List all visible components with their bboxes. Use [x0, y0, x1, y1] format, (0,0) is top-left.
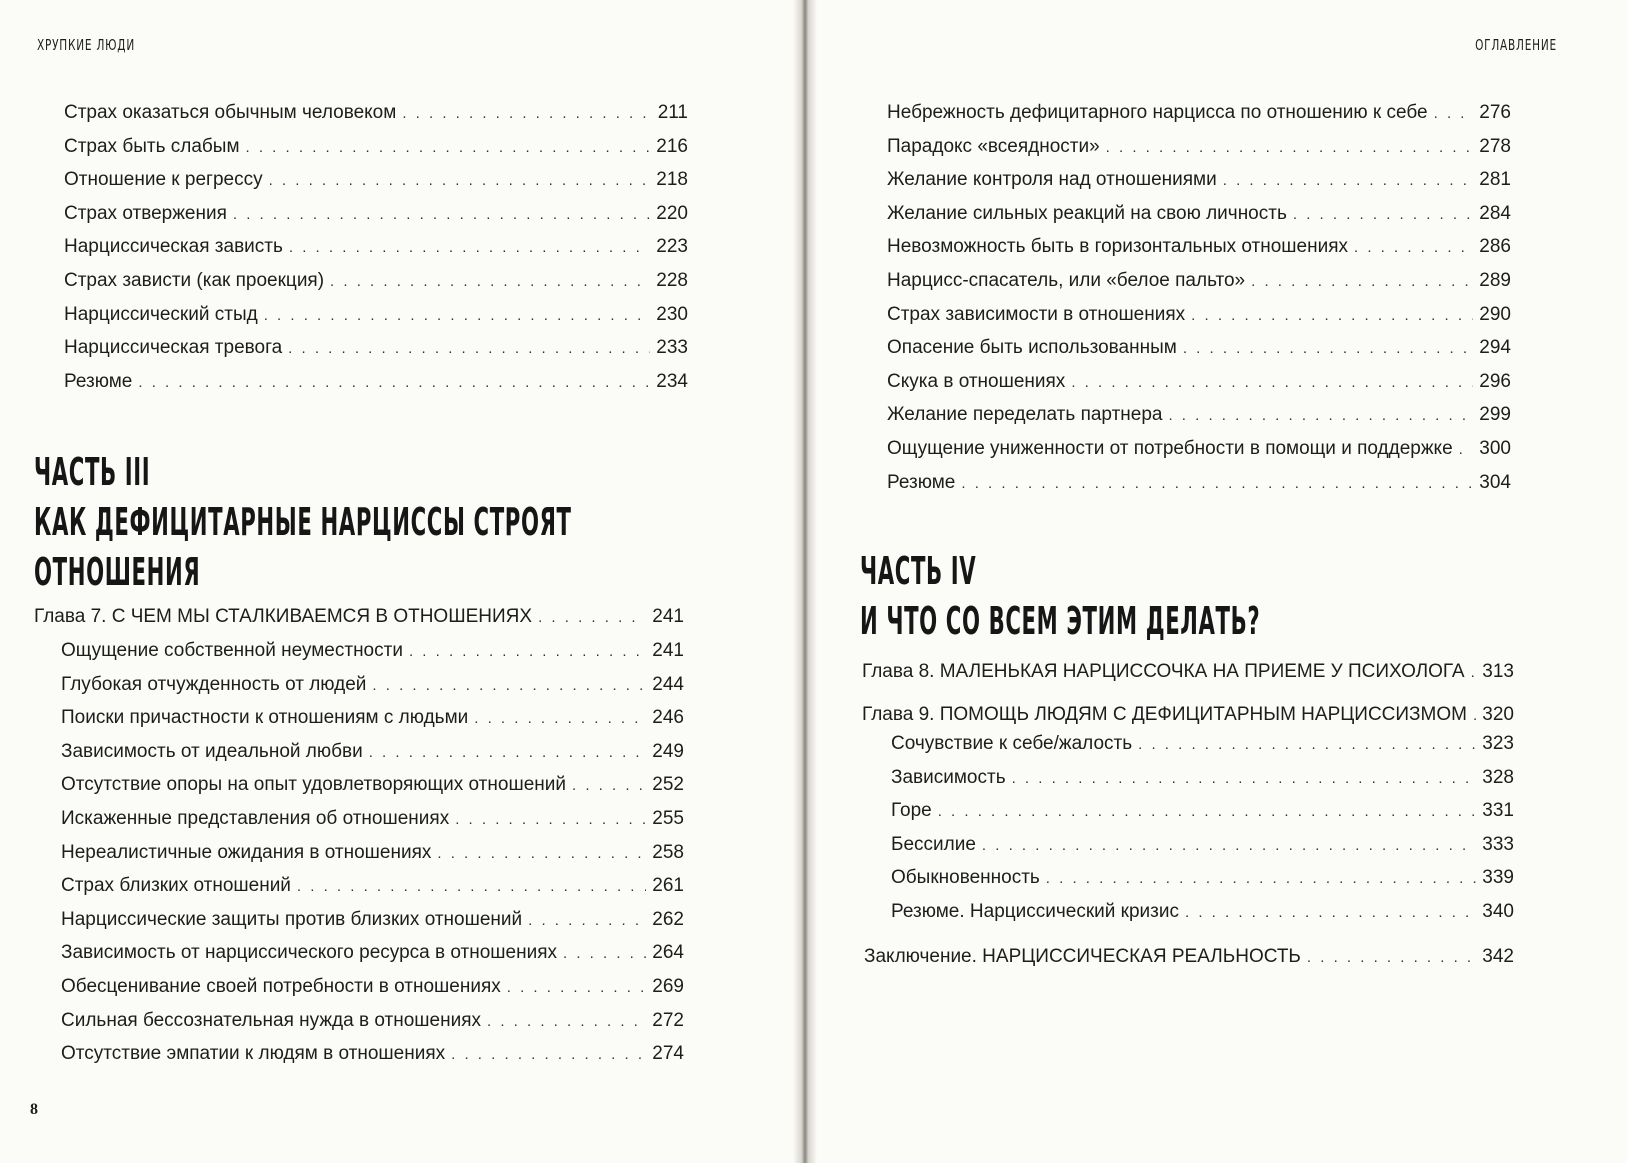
toc-entry-title: Страх зависти (как проекция)	[64, 269, 325, 291]
toc-conclusion[interactable]	[864, 940, 1514, 974]
toc-entry-title: Желание сильных реакций на свою личность	[887, 202, 1287, 224]
toc-entry[interactable]	[61, 869, 684, 903]
dot-leader	[1106, 131, 1474, 165]
toc-entry[interactable]	[61, 970, 684, 1004]
toc-entry[interactable]	[887, 432, 1511, 466]
dot-leader	[409, 635, 646, 669]
toc-entry[interactable]	[891, 828, 1514, 862]
toc-entry[interactable]	[61, 1004, 684, 1038]
toc-page-number: 249	[652, 740, 684, 762]
toc-page-number: 269	[652, 975, 684, 997]
toc-entry-title: Отсутствие эмпатии к людям в отношениях	[61, 1043, 446, 1065]
toc-entry-title: Ощущение униженности от потребности в помощи и поддержке	[887, 437, 1453, 459]
dot-leader	[369, 736, 647, 770]
toc-chapter[interactable]	[862, 650, 1514, 693]
dot-leader	[297, 870, 646, 904]
toc-page-number: 342	[1482, 946, 1514, 967]
toc-entry[interactable]	[891, 861, 1514, 895]
toc-entry[interactable]	[64, 264, 688, 298]
toc-entry[interactable]	[887, 197, 1511, 231]
toc-entry-title: Искаженные представления об отношениях	[61, 807, 450, 829]
dot-leader	[982, 829, 1476, 863]
toc-right-chapters	[862, 650, 1514, 736]
toc-entry-title: Страх зависимости в отношениях	[887, 303, 1186, 325]
toc-entry-title: Небрежность дефицитарного нарцисса по отношению к себе	[887, 102, 1428, 123]
toc-page-number: 289	[1479, 269, 1511, 291]
toc-entry[interactable]	[64, 163, 688, 197]
dot-leader	[538, 601, 646, 635]
running-head-left: ХРУПКИЕ ЛЮДИ	[37, 36, 135, 54]
toc-entry-title: Желание контроля над отношениями	[887, 169, 1217, 191]
dot-leader	[451, 1038, 646, 1072]
dot-leader	[1012, 762, 1477, 796]
dot-leader	[1191, 299, 1473, 333]
dot-leader	[1471, 651, 1477, 694]
dot-leader	[138, 366, 650, 400]
toc-entry[interactable]	[61, 668, 684, 702]
toc-page-number: 223	[656, 236, 688, 258]
toc-page-number: 211	[657, 102, 688, 123]
toc-entry[interactable]	[64, 298, 688, 332]
toc-page-number: 241	[652, 640, 684, 661]
toc-entry-title: Горе	[891, 800, 932, 822]
page-number: 8	[30, 1101, 38, 1118]
toc-entry[interactable]	[64, 230, 688, 264]
dot-leader	[246, 131, 651, 165]
toc-page-number: 272	[652, 1009, 684, 1031]
toc-page-number: 290	[1479, 303, 1511, 325]
toc-page-number: 252	[652, 774, 684, 796]
toc-entry[interactable]	[887, 163, 1511, 197]
toc-entry-title: Поиски причастности к отношениям с людьми	[61, 707, 469, 729]
toc-entry-title: Глубокая отчужденность от людей	[61, 673, 367, 695]
toc-chapter[interactable]	[34, 600, 684, 634]
toc-right-bottom	[891, 727, 1514, 929]
toc-entry-title: Страх быть слабым	[64, 135, 240, 157]
toc-page-number: 313	[1482, 661, 1514, 682]
dot-leader	[1293, 198, 1473, 232]
toc-page-number: 300	[1479, 437, 1511, 459]
toc-left-chapter	[34, 600, 684, 634]
toc-page-number: 230	[656, 303, 688, 325]
toc-page-number: 299	[1479, 404, 1511, 426]
dot-leader	[507, 971, 647, 1005]
toc-left-bottom	[61, 634, 684, 1071]
toc-entry-title: Сочувствие к себе/жалость	[891, 733, 1133, 754]
toc-entry-title: Нарциссические защиты против близких отношений	[61, 908, 523, 930]
part-3-heading-line1: КАК ДЕФИЦИТАРНЫЕ НАРЦИССЫ СТРОЯТ	[34, 500, 572, 544]
book-gutter	[793, 0, 817, 1163]
toc-entry[interactable]	[61, 936, 684, 970]
dot-leader	[1138, 728, 1476, 762]
toc-page-number: 296	[1479, 370, 1511, 392]
toc-page-number: 255	[652, 807, 684, 829]
toc-entry-title: Глава 7. С ЧЕМ МЫ СТАЛКИВАЕМСЯ В ОТНОШЕНИЯХ	[34, 606, 533, 627]
toc-entry-title: Бессилие	[891, 833, 976, 855]
toc-page-number: 286	[1479, 236, 1511, 258]
part-4-heading: И ЧТО СО ВСЕМ ЭТИМ ДЕЛАТЬ?	[860, 599, 1261, 643]
toc-entry-title: Отношение к регрессу	[64, 169, 263, 191]
part-3-heading-line2: ОТНОШЕНИЯ	[34, 550, 201, 594]
toc-entry[interactable]	[64, 130, 688, 164]
dot-leader	[1434, 97, 1474, 131]
toc-page-number: 244	[652, 673, 684, 695]
dot-leader	[330, 265, 650, 299]
dot-leader	[938, 795, 1477, 829]
dot-leader	[961, 467, 1473, 501]
dot-leader	[1168, 399, 1473, 433]
toc-page-number: 278	[1479, 135, 1511, 157]
toc-entry-title: Отсутствие опоры на опыт удовлетворяющих отношений	[61, 774, 566, 796]
toc-entry[interactable]	[64, 331, 688, 365]
toc-entry[interactable]	[887, 365, 1511, 399]
toc-entry-title: Нарциссический стыд	[64, 303, 258, 325]
toc-page-number: 261	[652, 875, 684, 897]
toc-entry-title: Нарцисс-спасатель, или «белое пальто»	[887, 269, 1246, 291]
toc-right-top	[887, 96, 1511, 499]
dot-leader	[288, 332, 650, 366]
toc-page-number: 328	[1482, 766, 1514, 788]
toc-entry-title: Желание переделать партнера	[887, 404, 1163, 426]
toc-page-number: 258	[652, 841, 684, 863]
toc-entry[interactable]	[61, 768, 684, 802]
toc-entry[interactable]	[61, 802, 684, 836]
toc-entry-title: Зависимость от нарциссического ресурса в отношениях	[61, 942, 557, 964]
toc-page-number: 218	[656, 169, 688, 191]
dot-leader	[487, 1005, 646, 1039]
dot-leader	[572, 769, 646, 803]
toc-entry-title: Зависимость	[891, 766, 1006, 788]
toc-entry[interactable]	[887, 130, 1511, 164]
toc-page-number: 246	[652, 707, 684, 729]
toc-entry[interactable]	[61, 634, 684, 668]
toc-entry[interactable]	[887, 96, 1511, 130]
dot-leader	[1354, 231, 1473, 265]
toc-page-number: 264	[652, 942, 684, 964]
dot-leader	[1183, 332, 1473, 366]
toc-entry-title: Опасение быть использованным	[887, 337, 1177, 359]
toc-page-number: 339	[1482, 867, 1514, 889]
part-3-label: ЧАСТЬ III	[34, 450, 151, 494]
part-4-label: ЧАСТЬ IV	[860, 549, 977, 593]
toc-page-number: 233	[656, 337, 688, 359]
toc-entry-title: Обесценивание своей потребности в отношениях	[61, 975, 501, 997]
toc-entry[interactable]	[887, 230, 1511, 264]
toc-page-number: 284	[1479, 202, 1511, 224]
toc-entry-title: Глава 8. МАЛЕНЬКАЯ НАРЦИССОЧКА НА ПРИЕМЕ У ПСИХОЛОГА	[862, 661, 1465, 682]
toc-page-number: 294	[1479, 337, 1511, 359]
toc-entry-title: Сильная бессознательная нужда в отношениях	[61, 1009, 481, 1031]
dot-leader	[402, 97, 651, 131]
toc-entry-title: Страх отвержения	[64, 202, 227, 224]
toc-page-number: 304	[1479, 471, 1511, 493]
toc-entry-title: Обыкновенность	[891, 867, 1040, 889]
toc-entry[interactable]	[61, 1037, 684, 1071]
toc-right-conclusion	[864, 940, 1514, 974]
toc-entry[interactable]	[891, 761, 1514, 795]
dot-leader	[1185, 896, 1476, 930]
toc-page-number: 220	[656, 202, 688, 224]
toc-entry-title: Резюме	[64, 370, 133, 392]
toc-left-top	[64, 96, 688, 398]
dot-leader	[372, 669, 646, 703]
toc-page-number: 216	[656, 135, 688, 157]
toc-entry[interactable]	[61, 701, 684, 735]
toc-entry-title: Ощущение собственной неуместности	[61, 640, 403, 661]
dot-leader	[1307, 941, 1476, 975]
dot-leader	[1459, 433, 1474, 467]
dot-leader	[455, 803, 646, 837]
part-4-title	[860, 546, 1260, 646]
toc-entry-title: Глава 9. ПОМОЩЬ ЛЮДЯМ С ДЕФИЦИТАРНЫМ НАРЦИССИЗМОМ	[862, 704, 1467, 725]
running-head-right: ОГЛАВЛЕНИЕ	[1475, 36, 1557, 54]
toc-entry-title: Страх оказаться обычным человеком	[64, 102, 397, 123]
dot-leader	[289, 231, 650, 265]
toc-entry[interactable]	[64, 365, 688, 399]
dot-leader	[437, 837, 646, 871]
toc-entry-title: Зависимость от идеальной любви	[61, 740, 363, 762]
toc-entry[interactable]	[887, 264, 1511, 298]
dot-leader	[264, 299, 651, 333]
toc-page-number: 331	[1482, 800, 1514, 822]
toc-entry[interactable]	[61, 903, 684, 937]
toc-entry-title: Нарциссическая тревога	[64, 337, 283, 359]
toc-entry[interactable]	[61, 735, 684, 769]
dot-leader	[1251, 265, 1473, 299]
toc-page-number: 241	[652, 606, 684, 627]
toc-entry-title: Скука в отношениях	[887, 370, 1066, 392]
toc-entry[interactable]	[64, 197, 688, 231]
toc-entry[interactable]	[887, 298, 1511, 332]
toc-entry[interactable]	[887, 466, 1511, 500]
toc-entry[interactable]	[887, 398, 1511, 432]
toc-entry[interactable]	[891, 794, 1514, 828]
toc-entry[interactable]	[891, 727, 1514, 761]
toc-entry-title: Заключение. НАРЦИССИЧЕСКАЯ РЕАЛЬНОСТЬ	[864, 946, 1301, 967]
toc-page-number: 340	[1482, 900, 1514, 922]
toc-page-number: 228	[656, 269, 688, 291]
toc-page-number: 234	[656, 370, 688, 392]
toc-page-number: 281	[1479, 169, 1511, 191]
dot-leader	[528, 904, 646, 938]
part-3-title	[34, 447, 572, 597]
dot-leader	[269, 164, 651, 198]
dot-leader	[1046, 862, 1477, 896]
toc-entry-title: Резюме. Нарциссический кризис	[891, 900, 1179, 922]
toc-entry[interactable]	[887, 331, 1511, 365]
toc-entry[interactable]	[891, 895, 1514, 929]
dot-leader	[474, 702, 646, 736]
toc-entry-title: Резюме	[887, 471, 956, 493]
toc-page-number: 276	[1479, 102, 1511, 123]
toc-page-number: 323	[1482, 733, 1514, 754]
toc-entry-title: Нереалистичные ожидания в отношениях	[61, 841, 432, 863]
toc-entry-title: Парадокс «всеядности»	[887, 135, 1100, 157]
toc-page-number: 262	[652, 908, 684, 930]
dot-leader	[1071, 366, 1473, 400]
toc-entry[interactable]	[61, 836, 684, 870]
dot-leader	[563, 937, 646, 971]
toc-page-number: 274	[652, 1043, 684, 1065]
toc-entry[interactable]	[64, 96, 688, 130]
toc-entry-title: Страх близких отношений	[61, 875, 291, 897]
toc-entry-title: Невозможность быть в горизонтальных отношениях	[887, 236, 1348, 258]
toc-entry-title: Нарциссическая зависть	[64, 236, 283, 258]
dot-leader	[233, 198, 650, 232]
toc-page-number: 333	[1482, 833, 1514, 855]
toc-page-number: 320	[1482, 704, 1514, 725]
dot-leader	[1223, 164, 1474, 198]
